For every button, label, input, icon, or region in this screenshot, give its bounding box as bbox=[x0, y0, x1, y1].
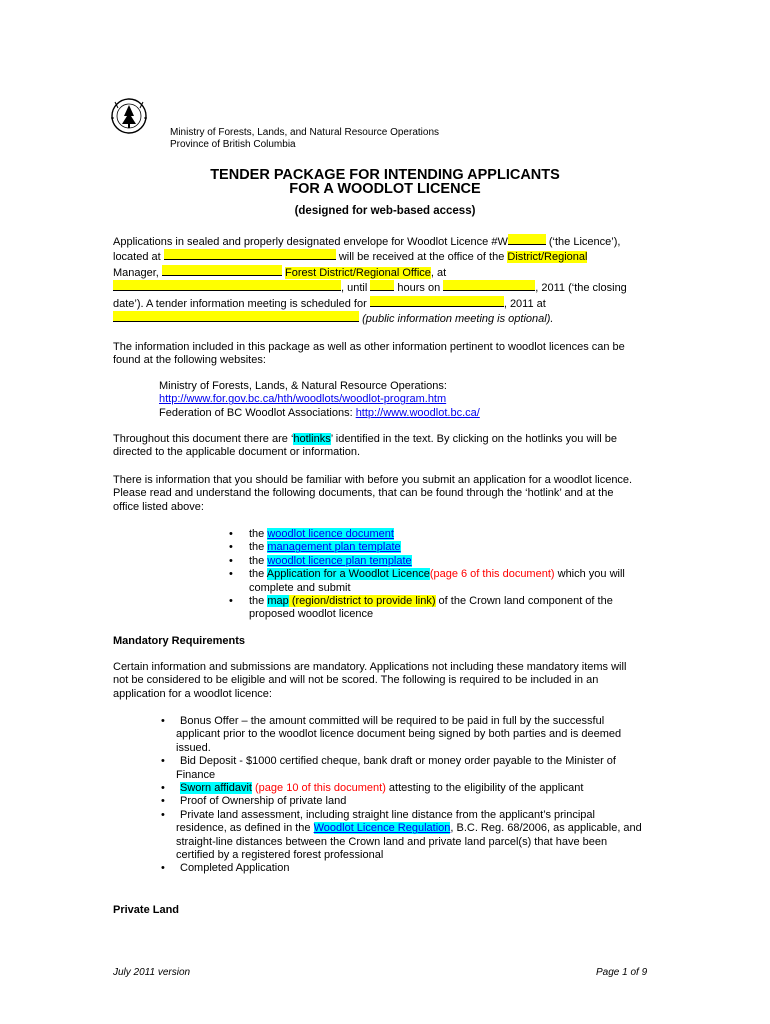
item-text: Bonus Offer – the amount committed will be required to be paid in full by the successful bbox=[180, 715, 605, 727]
bullet: • bbox=[161, 808, 165, 821]
ministry-name: Ministry of Forests, Lands, and Natural Resource Operations bbox=[170, 127, 440, 138]
bullet: • bbox=[229, 568, 233, 581]
familiar-line-3: office listed above: bbox=[113, 500, 204, 513]
intro-text: , at bbox=[430, 266, 447, 279]
item-text: Private land assessment, including straight line distance from the applicant’s principal bbox=[180, 808, 595, 821]
intro-line-6 bbox=[113, 311, 673, 326]
list-item bbox=[161, 715, 666, 755]
woodlot-licence-regulation-link[interactable]: Woodlot Licence Regulation bbox=[313, 822, 451, 835]
bullet: • bbox=[229, 541, 233, 554]
documents-list bbox=[229, 528, 649, 622]
hours-blank[interactable] bbox=[370, 280, 394, 291]
bullet: • bbox=[161, 755, 165, 768]
bullet: • bbox=[229, 554, 233, 567]
mandatory-list bbox=[161, 715, 666, 876]
footer-page-number: Page 1 of 9 bbox=[596, 967, 648, 978]
list-item bbox=[229, 528, 649, 541]
websites-block bbox=[159, 380, 480, 420]
bullet: • bbox=[229, 595, 233, 608]
mandatory-line-1: Certain information and submissions are mandatory. Applications not including these mandatory items will bbox=[113, 661, 627, 673]
item-text: Finance bbox=[176, 768, 216, 781]
woodlot-licence-document-link[interactable]: woodlot licence document bbox=[267, 528, 394, 540]
item-text: Bid Deposit - $1000 certified cheque, bank draft or money order payable to the Minister of bbox=[180, 755, 616, 768]
item-text: Proof of Ownership of private land bbox=[180, 795, 347, 808]
list-item bbox=[229, 568, 649, 595]
meeting-location-blank[interactable] bbox=[113, 311, 359, 322]
item-text: Completed Application bbox=[180, 862, 290, 875]
ministry-website-label: Ministry of Forests, Lands, & Natural Resource Operations: bbox=[159, 380, 447, 392]
hotlinks-text: Throughout this document there are ‘ bbox=[113, 433, 294, 445]
mandatory-line-2: not be considered to be eligible and will not be scored. The following is required to be included in an bbox=[113, 674, 599, 687]
intro-text: , until bbox=[341, 282, 371, 295]
list-item bbox=[161, 782, 666, 795]
management-plan-template-link[interactable]: management plan template bbox=[267, 541, 401, 554]
intro-text: Applications in sealed and properly designated envelope for Woodlot Licence #W bbox=[113, 236, 508, 248]
woodlot-licence-plan-template-link[interactable]: woodlot licence plan template bbox=[267, 554, 412, 567]
forest-district-highlight: Forest District/Regional Office bbox=[284, 266, 431, 279]
address-blank[interactable] bbox=[113, 280, 341, 291]
doc-text: which you will bbox=[554, 568, 625, 581]
intro-text: will be received at the office of the bbox=[335, 251, 508, 264]
list-item bbox=[161, 795, 666, 808]
doc-text: of the Crown land component of the bbox=[435, 595, 613, 608]
intro-line-4 bbox=[113, 280, 673, 295]
application-link[interactable]: Application for a Woodlot Licence bbox=[266, 568, 430, 581]
page-reference: (page 6 of this document) bbox=[429, 568, 555, 581]
bullet: • bbox=[229, 528, 233, 540]
list-item bbox=[161, 808, 666, 863]
closing-date-blank[interactable] bbox=[443, 280, 535, 291]
hotlinks-text: ’ identified in the text. By clicking on the hotlinks you will be bbox=[330, 433, 618, 445]
page-reference: (page 10 of this document) bbox=[251, 782, 386, 795]
doc-text: complete and submit bbox=[249, 581, 351, 594]
bullet: • bbox=[161, 795, 165, 808]
info-line-1: The information included in this package as well as other information pertinent to woodlot licences can be bbox=[113, 341, 625, 353]
intro-line-1 bbox=[113, 234, 673, 249]
the-text: the bbox=[249, 595, 268, 608]
list-item bbox=[229, 595, 649, 622]
item-text: residence, as defined in the bbox=[176, 822, 314, 835]
map-link[interactable]: map bbox=[267, 595, 289, 608]
item-text: applicant prior to the woodlot licence document being signed by both parties and is deemed bbox=[176, 728, 622, 741]
the-text: the bbox=[249, 541, 268, 554]
intro-text: , 2011 (‘the closing bbox=[535, 282, 627, 295]
optional-note: (public information meeting is optional). bbox=[362, 313, 554, 326]
familiar-line-1: There is information that you should be familiar with before you submit an application for a woodlot licence. bbox=[113, 474, 633, 486]
the-text: the bbox=[249, 554, 268, 567]
header-block bbox=[170, 127, 439, 151]
ministry-website-link[interactable]: http://www.for.gov.bc.ca/hth/woodlots/woodlot-program.htm bbox=[159, 393, 447, 406]
sworn-affidavit-link[interactable]: Sworn affidavit bbox=[180, 782, 252, 795]
doc-text: proposed woodlot licence bbox=[249, 608, 374, 621]
item-text: attesting to the eligibility of the applicant bbox=[385, 782, 584, 795]
hotlinks-line-2: directed to the applicable document or information. bbox=[113, 446, 361, 459]
title-line-2: FOR A WOODLOT LICENCE bbox=[289, 181, 481, 198]
bc-government-logo bbox=[110, 96, 148, 136]
location-blank[interactable] bbox=[164, 249, 336, 260]
item-text: , B.C. Reg. 68/2006, as applicable, and bbox=[450, 822, 642, 835]
intro-text: located at bbox=[113, 251, 164, 264]
hotlinks-highlight: hotlinks bbox=[293, 433, 331, 445]
intro-line-5 bbox=[113, 296, 673, 311]
federation-website-link[interactable]: http://www.woodlot.bc.ca/ bbox=[355, 406, 480, 419]
licence-number-blank[interactable] bbox=[508, 234, 546, 245]
province-name: Province of British Columbia bbox=[170, 139, 296, 150]
item-text: issued. bbox=[176, 741, 211, 754]
title-line-1: TENDER PACKAGE FOR INTENDING APPLICANTS bbox=[210, 167, 560, 183]
intro-text: date’). A tender information meeting is scheduled for bbox=[113, 297, 370, 310]
intro-text: (‘the Licence’), bbox=[545, 236, 621, 248]
intro-line-2 bbox=[113, 249, 673, 264]
info-line-2: found at the following websites: bbox=[113, 354, 266, 367]
list-item bbox=[229, 554, 649, 568]
private-land-heading: Private Land bbox=[113, 904, 180, 916]
bullet: • bbox=[161, 862, 165, 875]
intro-text: hours on bbox=[394, 282, 444, 295]
mandatory-line-3: application for a woodlot licence: bbox=[113, 687, 272, 700]
list-item bbox=[229, 541, 649, 554]
familiar-paragraph bbox=[113, 474, 673, 514]
the-text: the bbox=[249, 568, 267, 581]
info-paragraph bbox=[113, 341, 673, 368]
footer-version: July 2011 version bbox=[113, 967, 191, 978]
bullet: • bbox=[161, 715, 165, 727]
item-text: straight-line distances between the Crown land and private land parcel(s) that have been bbox=[176, 835, 608, 848]
mandatory-heading: Mandatory Requirements bbox=[113, 635, 246, 647]
intro-paragraph bbox=[113, 234, 673, 326]
list-item bbox=[161, 862, 666, 875]
familiar-line-2: Please read and understand the following documents, that can be found through the ‘hotlink’ and at the bbox=[113, 487, 614, 500]
page-title bbox=[0, 169, 770, 197]
list-item bbox=[161, 755, 666, 782]
meeting-date-blank[interactable] bbox=[370, 296, 504, 307]
intro-line-3 bbox=[113, 265, 673, 280]
district-regional-highlight: District/Regional bbox=[507, 251, 588, 264]
item-text: certified by a registered forest professional bbox=[176, 849, 384, 862]
manager-blank[interactable] bbox=[162, 265, 282, 276]
intro-text: , 2011 at bbox=[503, 297, 546, 310]
page-subtitle: (designed for web-based access) bbox=[294, 205, 476, 217]
federation-label: Federation of BC Woodlot Associations: bbox=[159, 406, 356, 419]
the-text: the bbox=[249, 528, 268, 540]
hotlinks-paragraph bbox=[113, 433, 673, 460]
intro-text: Manager, bbox=[113, 266, 162, 279]
region-district-note: (region/district to provide link) bbox=[288, 595, 436, 608]
mandatory-paragraph bbox=[113, 661, 673, 701]
bullet: • bbox=[161, 782, 165, 795]
